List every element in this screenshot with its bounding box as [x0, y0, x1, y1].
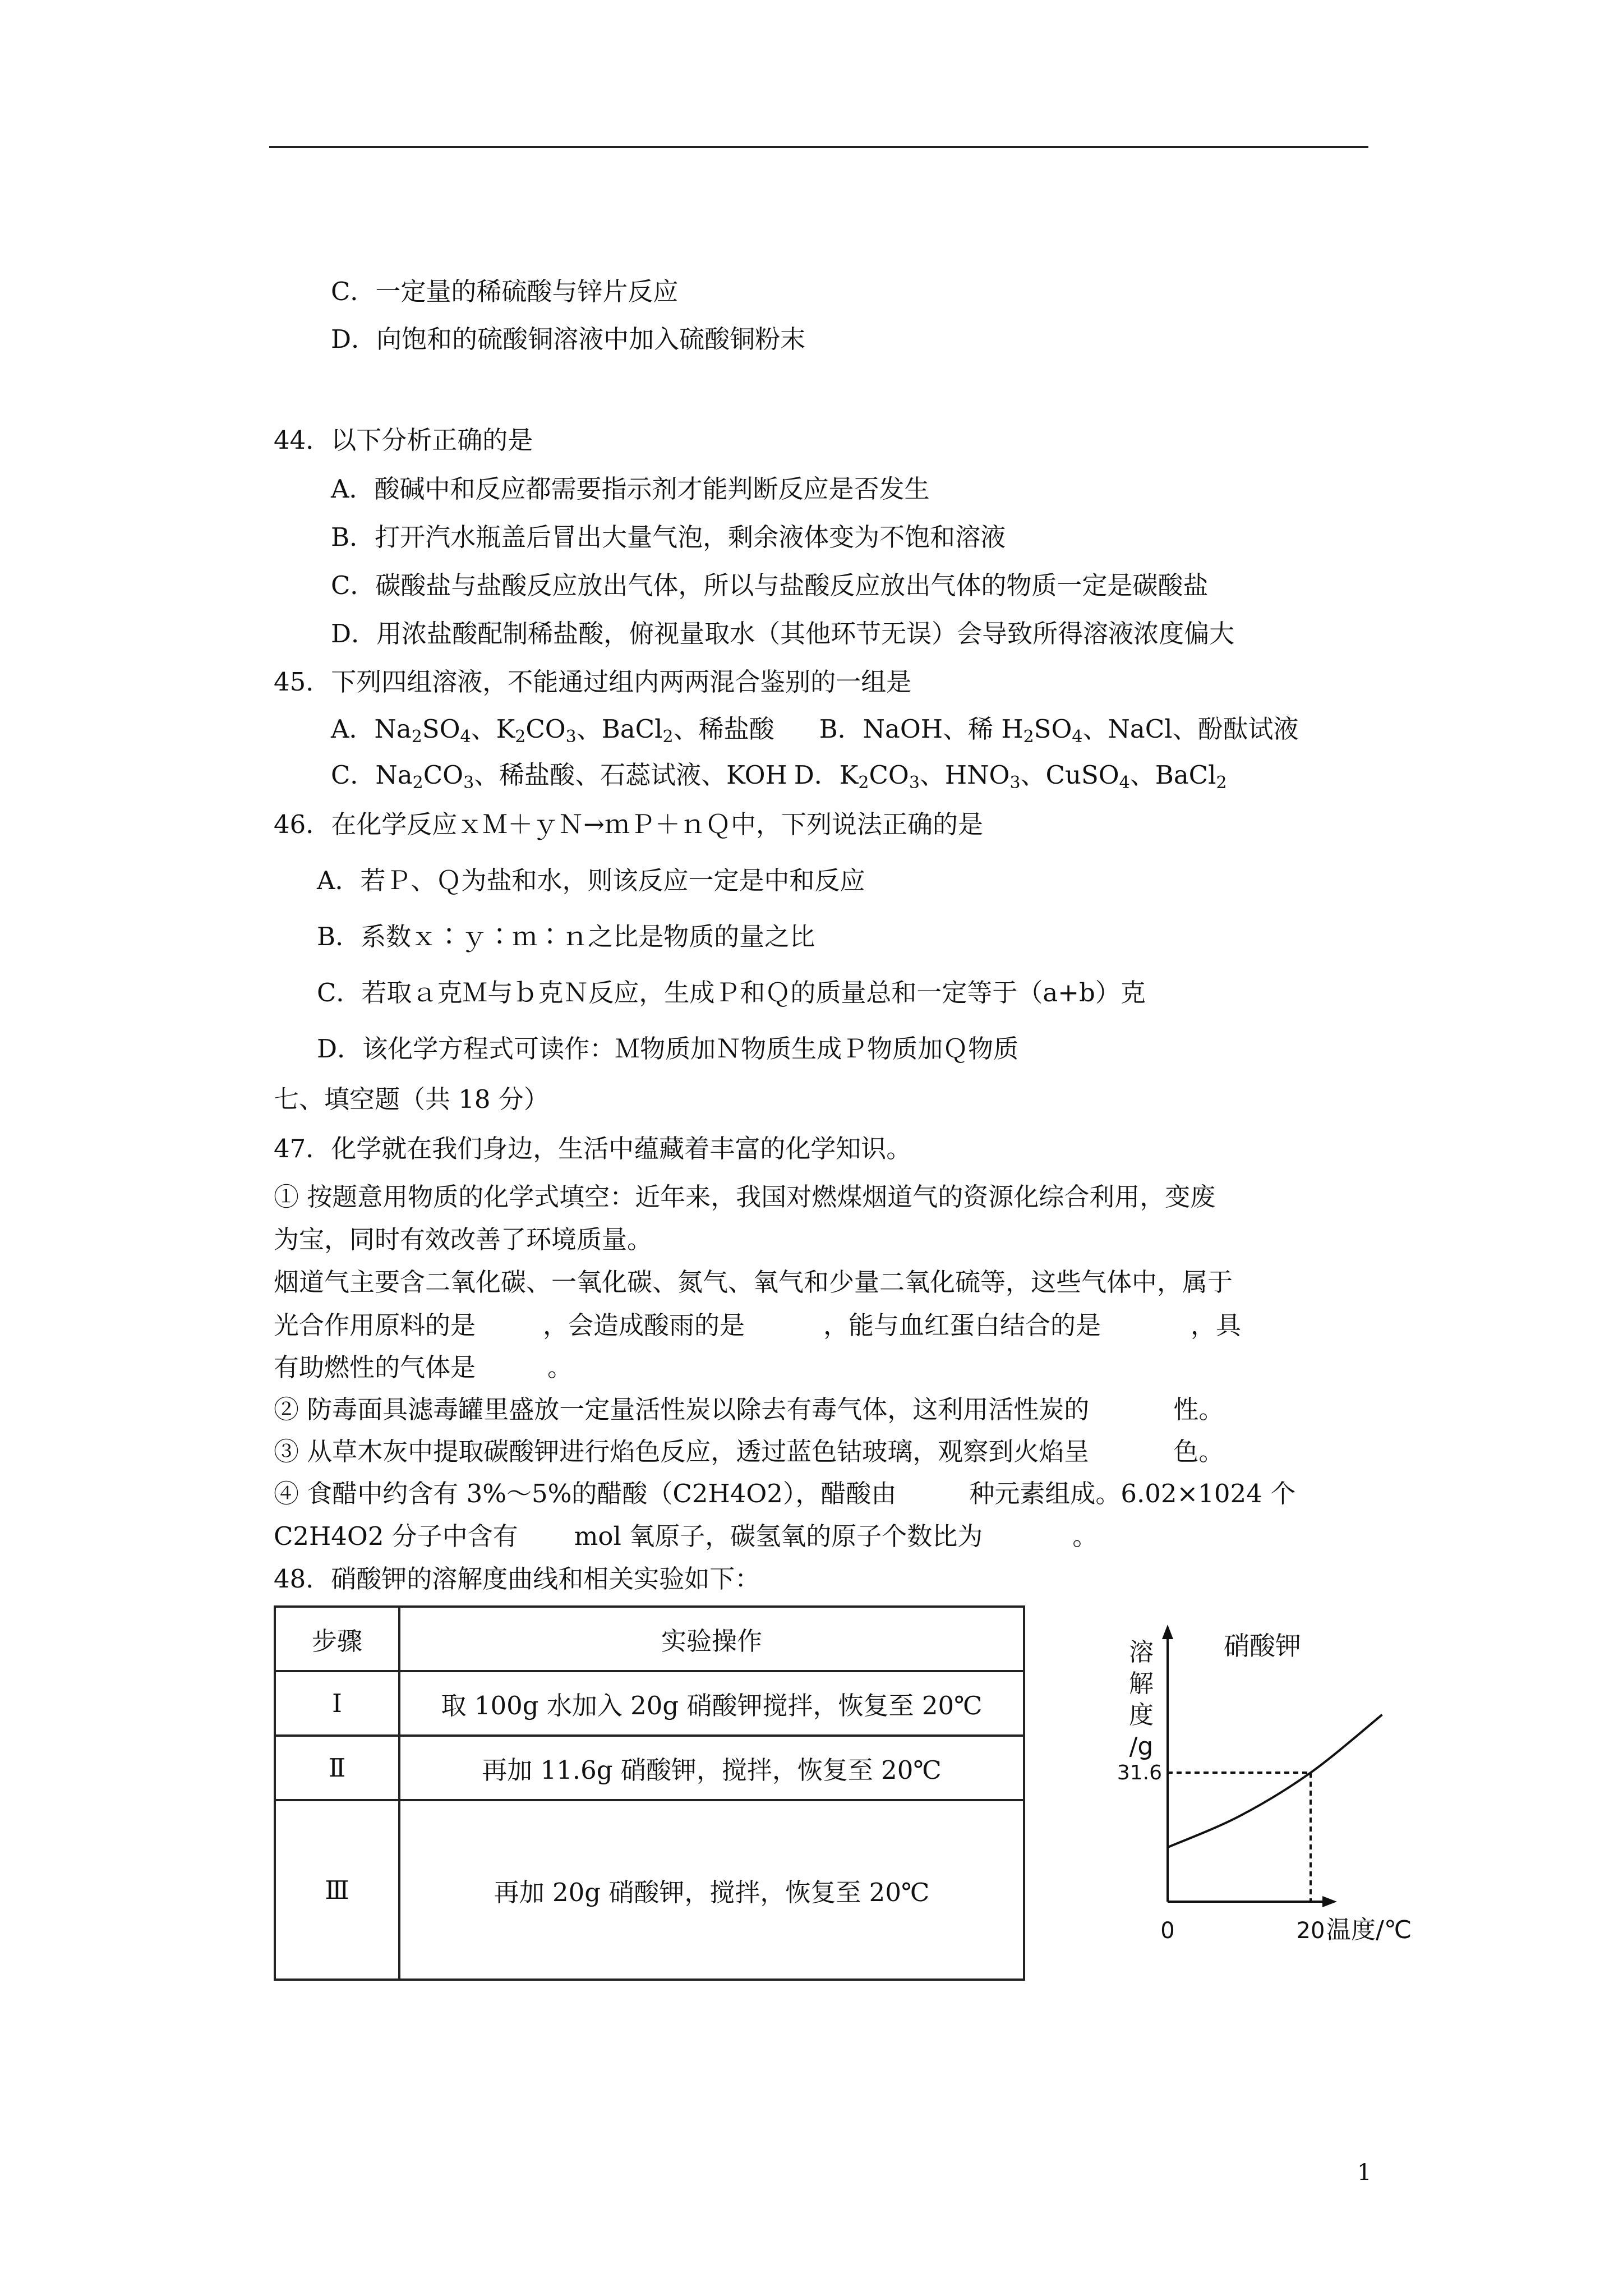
- y-tick-label: 31.6: [1117, 1761, 1162, 1784]
- q43-option-d: D．向饱和的硫酸铜溶液中加入硫酸铜粉末: [331, 324, 806, 354]
- x-tick-label: 20: [1296, 1918, 1325, 1944]
- q44-option-b: B．打开汽水瓶盖后冒出大量气泡，剩余液体变为不饱和溶液: [331, 522, 1006, 552]
- series-label: 硝酸钾: [1224, 1631, 1301, 1661]
- y-label-char: 度: [1129, 1701, 1154, 1729]
- y-axis-arrow: [1162, 1625, 1173, 1639]
- experiment-table: [274, 1605, 1025, 1981]
- x-tick-label: 0: [1160, 1918, 1175, 1944]
- q46-option-a: A．若Ｐ、Ｑ为盐和水，则该反应一定是中和反应: [317, 866, 865, 895]
- q47-part2-line2: 光合作用原料的是 ，会造成酸雨的是 ，能与血红蛋白结合的是 ，具: [274, 1310, 1242, 1340]
- q47-part4: ③ 从草木灰中提取碳酸钾进行焰色反应，透过蓝色钴玻璃，观察到火焰呈 色。: [274, 1437, 1224, 1466]
- table-header-step: 步骤: [275, 1607, 399, 1671]
- q46-option-c: C．若取ａ克Ｍ与ｂ克Ｎ反应，生成Ｐ和Ｑ的质量总和一定等于（a+b）克: [317, 978, 1146, 1007]
- q47-part1-line1: ① 按题意用物质的化学式填空：近年来，我国对燃煤烟道气的资源化综合利用，变废: [274, 1182, 1216, 1212]
- x-axis-label: 温度/℃: [1326, 1916, 1412, 1944]
- table-cell-operation: 再加 20g 硝酸钾，搅拌，恢复至 20℃: [399, 1800, 1024, 1980]
- q43-option-c: C．一定量的稀硫酸与锌片反应: [331, 277, 679, 306]
- q45-options-ab: A．$Na_2SO_4$、$K_2CO_3$、BaCl$_2$、稀盐酸 B．NaOH、稀 $H_2SO_4$、NaCl、酚酞试液: [331, 714, 1299, 747]
- table-cell-operation: 再加 11.6g 硝酸钾，搅拌，恢复至 20℃: [399, 1736, 1024, 1800]
- q44-option-c: C．碳酸盐与盐酸反应放出气体，所以与盐酸反应放出气体的物质一定是碳酸盐: [331, 570, 1209, 600]
- q45-options-cd: C．$Na_2CO_3$、稀盐酸、石蕊试液、KOH D．$K_2CO_3$、$HNO_3$、CuSO$_4$、BaCl$_2$: [331, 760, 1227, 793]
- table-header-row: [275, 1607, 1024, 1671]
- section-heading: 七、填空题（共 18 分）: [274, 1084, 549, 1114]
- table-row: [275, 1800, 1024, 1980]
- table-cell-step: Ⅱ: [275, 1736, 399, 1800]
- q47-stem: 47．化学就在我们身边，生活中蕴藏着丰富的化学知识。: [274, 1134, 912, 1163]
- y-label-char: /g: [1129, 1732, 1154, 1761]
- q46-option-b: B．系数ｘ∶ｙ∶ｍ∶ｎ之比是物质的量之比: [317, 922, 815, 951]
- x-axis-arrow: [1322, 1896, 1337, 1907]
- q47-part5-line1: ④ 食醋中约含有 3%～5%的醋酸（C2H4O2），醋酸由 种元素组成。6.02×1024 个: [274, 1479, 1296, 1508]
- q44-option-a: A．酸碱中和反应都需要指示剂才能判断反应是否发生: [331, 474, 930, 504]
- table-cell-operation: 取 100g 水加入 20g 硝酸钾搅拌，恢复至 20℃: [399, 1671, 1024, 1736]
- y-label-char: 溶: [1129, 1638, 1154, 1667]
- table-cell-step: Ⅲ: [275, 1800, 399, 1980]
- table-row: [275, 1671, 1024, 1736]
- q48-stem: 48．硝酸钾的溶解度曲线和相关实验如下：: [274, 1564, 760, 1594]
- q47-part5-line2: C2H4O2 分子中含有 mol 氧原子，碳氢氧的原子个数比为 。: [274, 1521, 1098, 1551]
- table-row: [275, 1736, 1024, 1800]
- q45-stem: 45．下列四组溶液，不能通过组内两两混合鉴别的一组是: [274, 667, 912, 697]
- table-cell-step: Ⅰ: [275, 1671, 399, 1736]
- q44-option-d: D．用浓盐酸配制稀盐酸，俯视量取水（其他环节无误）会导致所得溶液浓度偏大: [331, 619, 1235, 648]
- solubility-chart: [1105, 1616, 1412, 1963]
- q47-part3: ② 防毒面具滤毒罐里盛放一定量活性炭以除去有毒气体，这利用活性炭的 性。: [274, 1395, 1224, 1424]
- q44-stem: 44．以下分析正确的是: [274, 425, 533, 455]
- table-header-operation: 实验操作: [399, 1607, 1024, 1671]
- solubility-curve: [1168, 1715, 1382, 1848]
- q47-part2-line1: 烟道气主要含二氧化碳、一氧化碳、氮气、氧气和少量二氧化硫等，这些气体中，属于: [274, 1267, 1233, 1297]
- y-label-char: 解: [1129, 1669, 1154, 1698]
- q46-option-d: D．该化学方程式可读作：Ｍ物质加Ｎ物质生成Ｐ物质加Ｑ物质: [317, 1034, 1019, 1064]
- q46-stem: 46．在化学反应ｘＭ＋ｙＮ→ｍＰ＋ｎＱ中，下列说法正确的是: [274, 809, 983, 839]
- header-rule: [269, 146, 1368, 148]
- q47-part2-line3: 有助燃性的气体是 。: [274, 1352, 573, 1382]
- q47-part1-line2: 为宝，同时有效改善了环境质量。: [274, 1225, 653, 1254]
- page-number: 1: [1357, 2160, 1372, 2185]
